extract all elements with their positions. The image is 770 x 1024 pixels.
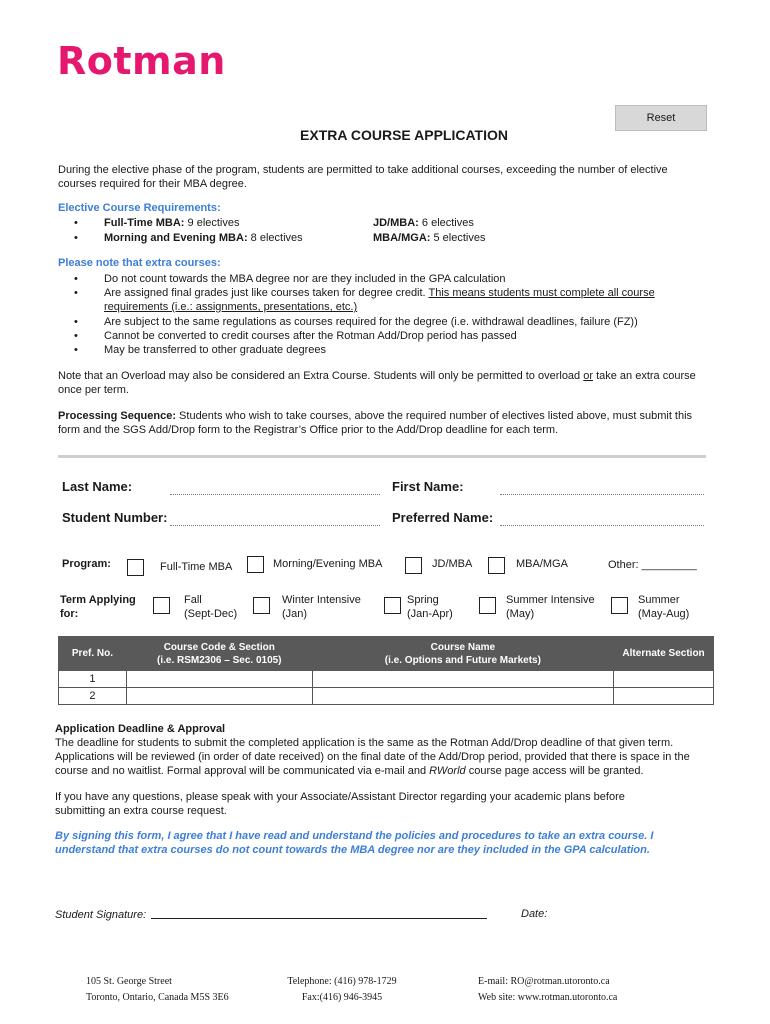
alternate-section-cell[interactable] <box>614 671 714 688</box>
course-code-cell[interactable] <box>126 688 312 705</box>
note-bullet-continuation: requirements (i.e.: assignments, presentations, etc.) <box>104 301 358 313</box>
pref-no-cell: 2 <box>59 688 127 705</box>
deadline-text: The deadline for students to submit the completed application is the same as the Rotman Add/Drop deadline of that given term. Applications will be reviewed (in order of date received) on the final date of the Add/Drop period, provided that there is space in the course and no waitlist. Formal approval will be communicated via e-mail and RWorld course page access will be granted. <box>55 737 690 777</box>
term-option-label: Summer Intensive (May) <box>506 594 595 620</box>
term-fall-checkbox[interactable] <box>153 597 170 614</box>
program-fulltime-checkbox[interactable] <box>127 559 144 576</box>
program-jdmba-checkbox[interactable] <box>405 557 422 574</box>
form-title: EXTRA COURSE APPLICATION <box>300 127 508 143</box>
column-header: Course Name (i.e. Options and Future Markets) <box>312 637 613 671</box>
rotman-logo: Rotman <box>57 39 226 83</box>
course-table <box>58 636 714 705</box>
reset-button[interactable]: Reset <box>615 105 707 131</box>
program-morning-evening-checkbox[interactable] <box>247 556 264 573</box>
term-summer-intensive-checkbox[interactable] <box>479 597 496 614</box>
last-name-label: Last Name: <box>62 479 133 494</box>
program-mbamga-checkbox[interactable] <box>488 557 505 574</box>
term-option-label: Summer (May-Aug) <box>638 594 690 620</box>
table-row <box>59 688 714 705</box>
term-winter-intensive-checkbox[interactable] <box>253 597 270 614</box>
course-name-cell[interactable] <box>312 688 613 705</box>
preferred-name-label: Preferred Name: <box>392 510 494 525</box>
student-number-field[interactable] <box>170 511 380 526</box>
date-label: Date: <box>521 908 548 920</box>
pref-no-cell: 1 <box>59 671 127 688</box>
overload-text: Note that an Overload may also be considered an Extra Course. Students will only be permitted to overload or take an extra course once per term. <box>58 370 696 396</box>
column-header: Alternate Section <box>614 637 714 671</box>
program-other-field[interactable]: Other: _________ <box>608 559 697 571</box>
course-name-cell[interactable] <box>312 671 613 688</box>
term-spring-checkbox[interactable] <box>384 597 401 614</box>
term-option-label: Fall (Sept-Dec) <box>184 594 238 620</box>
footer-contact: E-mail: RO@rotman.utoronto.ca Web site: www.rotman.utoronto.ca <box>478 976 618 1003</box>
table-row <box>59 671 714 688</box>
footer-address: 105 St. George Street Toronto, Ontario, Canada M5S 3E6 <box>86 976 229 1003</box>
questions-text: If you have any questions, please speak with your Associate/Assistant Director regarding your academic plans before submitting an extra course request. <box>55 791 625 817</box>
program-option-label: JD/MBA <box>432 558 473 570</box>
note-heading: Please note that extra courses: <box>58 257 221 269</box>
term-label: Term Applying for: <box>60 594 136 620</box>
requirements-heading: Elective Course Requirements: <box>58 202 221 214</box>
first-name-field[interactable] <box>500 480 704 495</box>
processing-text: Processing Sequence: Students who wish to take courses, above the required number of electives listed above, must submit this form and the SGS Add/Drop form to the Registrar’s Office prior to the Add/Drop deadline for each term. <box>58 410 693 436</box>
column-header: Course Code & Section (i.e. RSM2306 – Sec. 0105) <box>126 637 312 671</box>
last-name-field[interactable] <box>170 480 380 495</box>
column-header: Pref. No. <box>59 637 127 671</box>
student-number-label: Student Number: <box>62 510 168 525</box>
preferred-name-field[interactable] <box>500 511 704 526</box>
first-name-label: First Name: <box>392 479 464 494</box>
deadline-heading: Application Deadline & Approval <box>55 723 226 735</box>
term-option-label: Spring (Jan-Apr) <box>407 594 453 620</box>
requirement-item: MBA/MGA: 5 electives <box>373 232 486 244</box>
signature-label: Student Signature: <box>55 909 147 921</box>
signature-line[interactable] <box>151 918 487 919</box>
divider <box>58 455 706 458</box>
program-option-label: MBA/MGA <box>516 558 568 570</box>
program-option-label: Full-Time MBA <box>160 561 233 573</box>
table-header-row <box>59 637 714 671</box>
agreement-text: By signing this form, I agree that I have read and understand the policies and procedures to take an extra course. I understand that extra courses do not count towards the MBA degree nor are they included in the GPA calculation. <box>55 830 654 856</box>
intro-text: During the elective phase of the program, students are permitted to take additional courses, exceeding the number of elective courses required for their MBA degree. <box>58 164 668 190</box>
term-option-label: Winter Intensive (Jan) <box>282 594 361 620</box>
program-option-label: Morning/Evening MBA <box>273 558 383 570</box>
requirement-item: JD/MBA: 6 electives <box>373 217 474 229</box>
term-summer-checkbox[interactable] <box>611 597 628 614</box>
footer-phone: Telephone: (416) 978-1729 Fax:(416) 946-3945 <box>287 976 397 1003</box>
course-code-cell[interactable] <box>126 671 312 688</box>
alternate-section-cell[interactable] <box>614 688 714 705</box>
program-label: Program: <box>62 558 111 570</box>
